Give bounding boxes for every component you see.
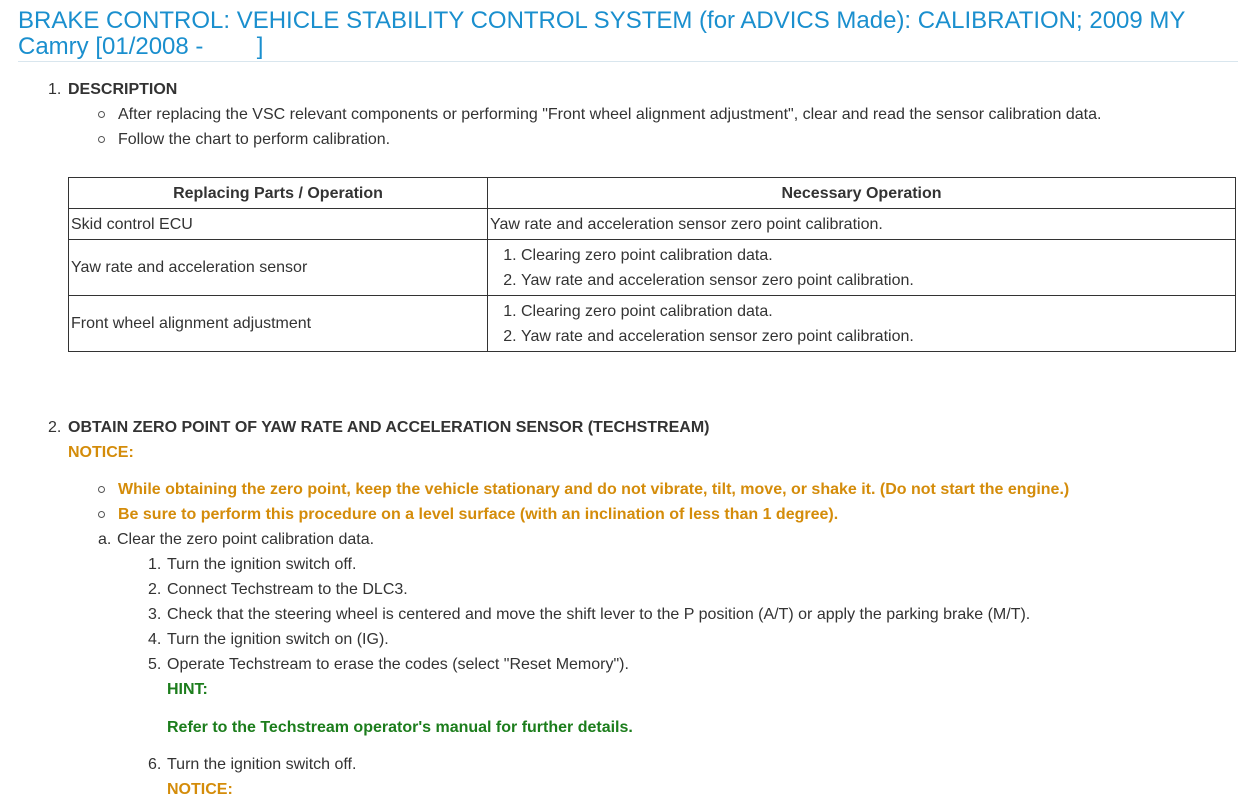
hint-label: HINT: (167, 681, 208, 698)
page-title (18, 8, 1238, 62)
list-item: 1. Clearing zero point calibration data. (521, 243, 1233, 268)
table-row (69, 209, 1236, 240)
substep-text: Turn the ignition switch on (IG). (167, 631, 389, 648)
list-item: 2. Yaw rate and acceleration sensor zero point calibration. (521, 268, 1233, 293)
notice-bullet (98, 477, 1069, 502)
bullet-text: Follow the chart to perform calibration. (118, 131, 391, 148)
substep (148, 627, 389, 652)
substep-number: 2. (148, 581, 162, 598)
section1-heading (48, 77, 177, 102)
list-item: 2. Yaw rate and acceleration sensor zero point calibration. (521, 324, 1233, 349)
substep (148, 577, 408, 602)
step-a (98, 527, 374, 552)
substep-text: Turn the ignition switch off. (167, 756, 357, 773)
table-cell-operation (488, 296, 1236, 352)
section2-heading (48, 415, 710, 440)
notice-label: NOTICE: (167, 781, 233, 798)
bullet-text: Be sure to perform this procedure on a level surface (with an inclination of less than 1 degree). (118, 506, 839, 523)
step-text: Clear the zero point calibration data. (117, 531, 375, 548)
substep (148, 752, 356, 777)
section1-bullet (98, 127, 390, 152)
table-header-row (69, 178, 1236, 209)
substep-text: Connect Techstream to the DLC3. (167, 581, 408, 598)
operation-list (490, 299, 1233, 349)
substep (148, 602, 1030, 627)
substep-text: Check that the steering wheel is centered and move the shift lever to the P position (A/T) or apply the parking brake (M/T). (167, 606, 1031, 623)
table-cell-operation (488, 240, 1236, 296)
substep-text: Operate Techstream to erase the codes (select "Reset Memory"). (167, 656, 629, 673)
section2-number: 2. (48, 419, 62, 436)
section1-number: 1. (48, 81, 62, 98)
list-item: 1. Clearing zero point calibration data. (521, 299, 1233, 324)
column-header: Replacing Parts / Operation (69, 178, 488, 209)
step-marker: a. (98, 531, 112, 548)
bullet-text: After replacing the VSC relevant components or performing "Front wheel alignment adjustment", clear and read the sensor calibration data. (118, 106, 1102, 123)
table-cell-operation: Yaw rate and acceleration sensor zero point calibration. (488, 209, 1236, 240)
substep (148, 552, 356, 577)
section1-title: DESCRIPTION (68, 81, 178, 98)
page-title-line2: Camry [01/2008 - ] (18, 33, 264, 60)
page-title-line1: BRAKE CONTROL: VEHICLE STABILITY CONTROL SYSTEM (for ADVICS Made): CALIBRATION; 2009 MY (18, 7, 1186, 34)
table-row (69, 296, 1236, 352)
section2-title: OBTAIN ZERO POINT OF YAW RATE AND ACCELERATION SENSOR (TECHSTREAM) (68, 419, 710, 436)
table-cell-part: Yaw rate and acceleration sensor (69, 240, 488, 296)
substep-text: Turn the ignition switch off. (167, 556, 357, 573)
notice-label: NOTICE: (68, 444, 134, 461)
table-row (69, 240, 1236, 296)
table-cell-part: Front wheel alignment adjustment (69, 296, 488, 352)
column-header: Necessary Operation (488, 178, 1236, 209)
calibration-table (68, 177, 1236, 352)
substep-number: 4. (148, 631, 162, 648)
substep-number: 3. (148, 606, 162, 623)
substep (148, 652, 629, 677)
substep-number: 5. (148, 656, 162, 673)
substep-number: 1. (148, 556, 162, 573)
hint-text: Refer to the Techstream operator's manual for further details. (167, 719, 633, 736)
operation-list (490, 243, 1233, 293)
substep-number: 6. (148, 756, 162, 773)
notice-bullet (98, 502, 838, 527)
table-cell-part: Skid control ECU (69, 209, 488, 240)
section1-bullet (98, 102, 1101, 127)
bullet-text: While obtaining the zero point, keep the vehicle stationary and do not vibrate, tilt, move, or shake it. (Do not start the engine.) (118, 481, 1070, 498)
